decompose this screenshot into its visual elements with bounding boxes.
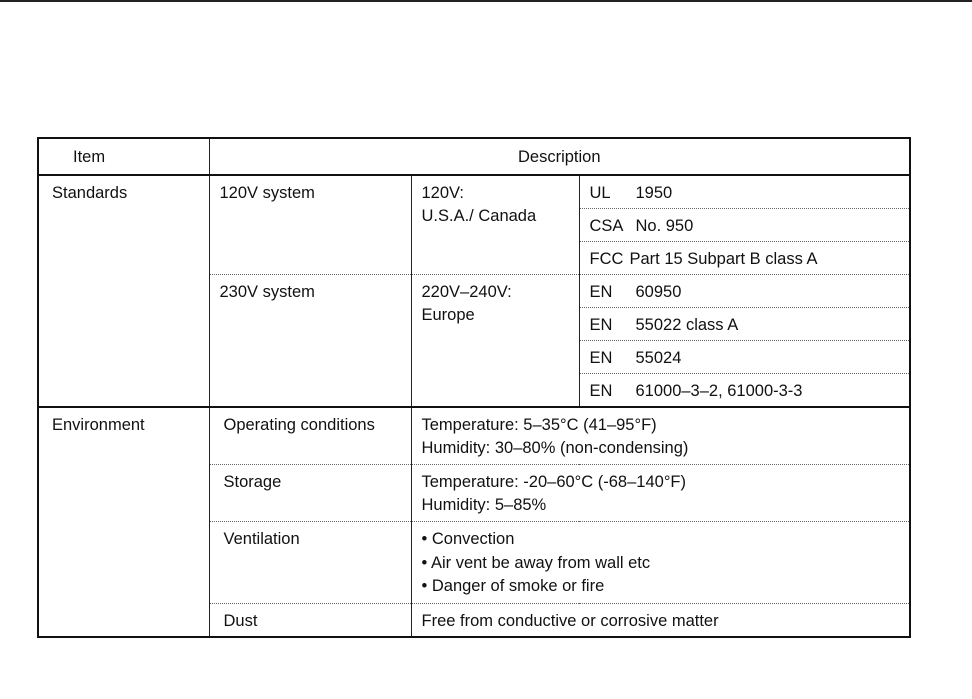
- header-row: [38, 138, 910, 175]
- system-name: 120V system: [209, 175, 411, 275]
- standards-label: Standards: [38, 175, 209, 407]
- detail-line: Temperature: 5–35°C (41–95°F): [421, 416, 657, 434]
- condition-details: [411, 522, 910, 604]
- standard-value: 60950: [635, 283, 682, 301]
- standard-code: EN: [589, 283, 613, 301]
- condition-details: [411, 603, 910, 637]
- standard-entry: [579, 242, 910, 275]
- environment-label: Environment: [38, 407, 209, 637]
- region-line: 120V:: [421, 184, 465, 202]
- bullet-line: • Danger of smoke or fire: [421, 577, 605, 595]
- condition-details: [411, 465, 910, 522]
- bullet-line: • Air vent be away from wall etc: [421, 553, 651, 572]
- standard-entry: [579, 308, 910, 341]
- region-line: U.S.A./ Canada: [421, 207, 537, 225]
- standard-code: EN: [589, 316, 613, 334]
- header-item: Item: [38, 138, 209, 175]
- detail-line: Humidity: 30–80% (non-condensing): [421, 439, 689, 457]
- environment-row: [38, 407, 910, 465]
- specification-table: [37, 137, 911, 638]
- standards-row: [38, 175, 910, 209]
- condition-details: [411, 407, 910, 465]
- system-region: [411, 275, 579, 408]
- top-rule: [0, 0, 972, 2]
- standard-entry: [579, 374, 910, 408]
- detail-line: Temperature: -20–60°C (-68–140°F): [421, 473, 686, 491]
- condition-name: Operating conditions: [209, 407, 411, 465]
- standard-code: UL: [589, 184, 611, 202]
- detail-line: Free from conductive or corrosive matter: [421, 611, 719, 630]
- region-line: Europe: [421, 306, 475, 324]
- condition-name: Ventilation: [209, 522, 411, 604]
- standard-value: 61000–3–2, 61000-3-3: [635, 382, 803, 400]
- standard-value: 1950: [635, 184, 673, 202]
- standard-value: 55024: [635, 349, 682, 367]
- standard-entry: [579, 175, 910, 209]
- system-region: [411, 175, 579, 275]
- standard-entry: [579, 341, 910, 374]
- standard-code: EN: [589, 349, 613, 367]
- standard-code: CSA: [589, 217, 624, 235]
- bullet-line: • Convection: [421, 530, 515, 548]
- standard-entry: [579, 209, 910, 242]
- condition-name: Dust: [209, 603, 411, 637]
- standard-code: EN: [589, 382, 613, 400]
- condition-name: Storage: [209, 465, 411, 522]
- standard-entry: [579, 275, 910, 308]
- region-line: 220V–240V:: [421, 283, 512, 301]
- standard-value: No. 950: [635, 217, 694, 235]
- header-description: Description: [209, 138, 910, 175]
- standard-value: 55022 class A: [635, 316, 739, 334]
- system-name: 230V system: [209, 275, 411, 408]
- standard-code: FCC: [589, 250, 624, 268]
- detail-line: Humidity: 5–85%: [421, 496, 547, 514]
- standard-value: Part 15 Subpart B class A: [629, 250, 818, 268]
